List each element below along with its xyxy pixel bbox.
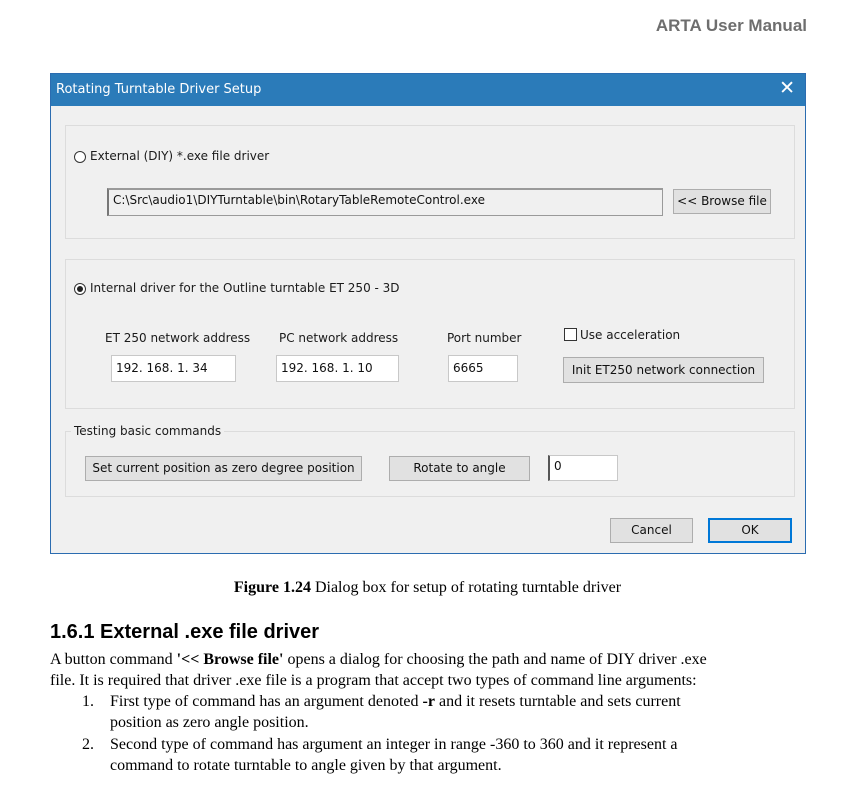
external-driver-label: External (DIY) *.exe file driver bbox=[90, 149, 270, 163]
intro-bold: '<< Browse file' bbox=[176, 651, 284, 668]
dialog-titlebar[interactable] bbox=[51, 74, 805, 106]
list-item-2-line-1: Second type of command has argument an integer in range -360 to 360 and it represent a bbox=[110, 736, 678, 753]
external-driver-group bbox=[65, 125, 795, 239]
section-heading: 1.6.1 External .exe file driver bbox=[50, 621, 320, 643]
intro-suffix: opens a dialog for choosing the path and name of DIY driver .exe bbox=[283, 651, 707, 668]
port-number-label: Port number bbox=[447, 331, 522, 345]
intro-line-1 bbox=[50, 651, 707, 669]
et250-address-label: ET 250 network address bbox=[105, 331, 251, 345]
internal-driver-label: Internal driver for the Outline turntable ET 250 - 3D bbox=[90, 281, 400, 295]
close-icon[interactable]: ✕ bbox=[779, 78, 795, 99]
browse-file-button[interactable]: << Browse file bbox=[673, 189, 771, 214]
rotate-to-angle-button[interactable]: Rotate to angle bbox=[389, 456, 530, 481]
et250-address-input[interactable]: 192. 168. 1. 34 bbox=[111, 355, 236, 382]
turntable-driver-dialog bbox=[50, 73, 806, 554]
exe-path-field[interactable]: C:\Src\audio1\DIYTurntable\bin\RotaryTableRemoteControl.exe bbox=[107, 188, 663, 216]
list-item-2-number: 2. bbox=[82, 736, 94, 753]
external-driver-radio[interactable] bbox=[74, 151, 86, 163]
pc-address-input[interactable]: 192. 168. 1. 10 bbox=[276, 355, 399, 382]
dialog-title: Rotating Turntable Driver Setup bbox=[56, 82, 262, 97]
figure-caption-text: Dialog box for setup of rotating turntable driver bbox=[310, 579, 622, 596]
list-item-1-number: 1. bbox=[82, 693, 94, 710]
internal-driver-radio[interactable] bbox=[74, 283, 86, 295]
figure-caption bbox=[0, 579, 855, 597]
testing-group-legend: Testing basic commands bbox=[71, 424, 224, 438]
list-item-2-line-2: command to rotate turntable to angle given by that argument. bbox=[110, 757, 502, 774]
list-item-1-line-1 bbox=[110, 693, 681, 711]
item1-prefix: First type of command has an argument denoted bbox=[110, 693, 423, 710]
use-acceleration-checkbox[interactable] bbox=[564, 328, 577, 341]
intro-line-2: file. It is required that driver .exe file is a program that accept two types of command line arguments: bbox=[50, 672, 697, 689]
manual-header-title: ARTA User Manual bbox=[655, 16, 807, 35]
figure-caption-label: Figure 1.24 bbox=[233, 579, 311, 596]
port-number-input[interactable]: 6665 bbox=[448, 355, 518, 382]
ok-button[interactable]: OK bbox=[708, 518, 792, 543]
intro-prefix: A button command bbox=[50, 651, 177, 668]
use-acceleration-label: Use acceleration bbox=[580, 328, 681, 342]
angle-input[interactable]: 0 bbox=[548, 455, 618, 481]
cancel-button[interactable]: Cancel bbox=[610, 518, 693, 543]
set-zero-position-button[interactable]: Set current position as zero degree position bbox=[85, 456, 362, 481]
init-et250-button[interactable]: Init ET250 network connection bbox=[563, 357, 764, 383]
item1-bold: -r bbox=[422, 693, 435, 710]
list-item-1-line-2: position as zero angle position. bbox=[110, 714, 309, 731]
item1-suffix: and it resets turntable and sets current bbox=[434, 693, 681, 710]
pc-address-label: PC network address bbox=[279, 331, 399, 345]
